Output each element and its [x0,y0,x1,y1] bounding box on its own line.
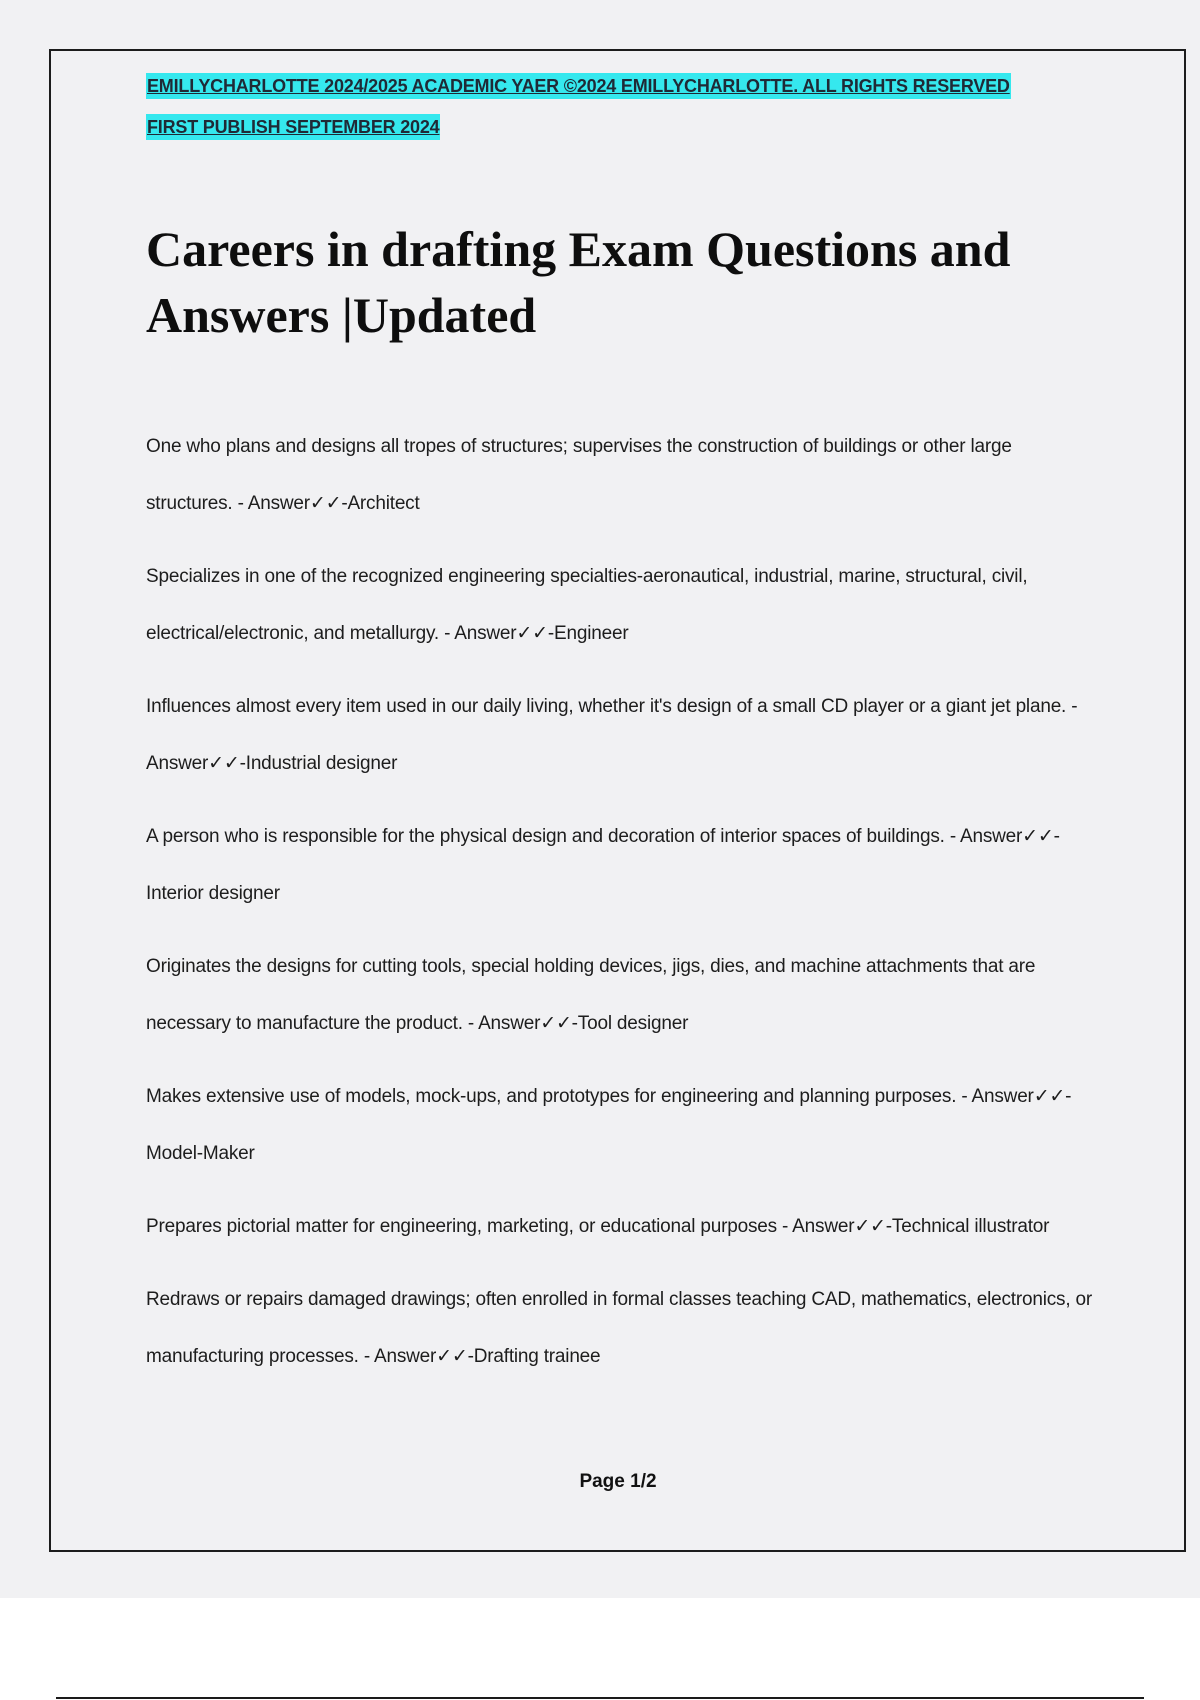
qa-item [146,938,1092,1052]
qa-item [146,548,1092,662]
qa-item [146,418,1092,532]
qa-item [146,678,1092,792]
qa-item [146,808,1092,922]
qa-list [146,418,1092,1401]
qa-question: Prepares pictorial matter for engineering, marketing, or educational purposes - Answer✓✓- [146,1216,892,1237]
qa-answer: Drafting trainee [473,1346,601,1367]
qa-question: Redraws or repairs damaged drawings; often enrolled in formal classes teaching CAD, mathematics, electronics, or manufacturing processes. - Answer✓✓- [146,1289,1092,1367]
qa-answer: Tool designer [577,1013,689,1034]
qa-answer: Model-Maker [146,1143,255,1164]
next-page-divider [56,1697,1144,1699]
qa-item [146,1068,1092,1182]
qa-item [146,1198,1092,1255]
page-number: Page 1/2 [579,1471,657,1492]
qa-question: Specializes in one of the recognized engineering specialties-aeronautical, industrial, marine, structural, civil, electrical/electronic, and metallurgy. - Answer✓✓- [146,566,1028,644]
qa-question: Influences almost every item used in our daily living, whether it's design of a small CD player or a giant jet plane. - Answer✓✓- [146,696,1078,774]
qa-question: Originates the designs for cutting tools, special holding devices, jigs, dies, and machine attachments that are necessary to manufacture the product. - Answer✓✓- [146,956,1036,1034]
qa-answer: Industrial designer [245,753,398,774]
qa-answer: Engineer [553,623,629,644]
qa-item [146,1271,1092,1385]
document-title: Careers in drafting Exam Questions and Answers |Updated [146,221,1011,343]
qa-answer: Interior designer [146,883,280,904]
qa-answer: Architect [347,493,420,514]
qa-answer: Technical illustrator [891,1216,1050,1237]
copyright-header: EMILLYCHARLOTTE 2024/2025 ACADEMIC YAER ©2024 EMILLYCHARLOTTE. ALL RIGHTS RESERVED [146,73,1011,99]
qa-question: One who plans and designs all tropes of structures; supervises the construction of buildings or other large structures. - Answer✓✓- [146,436,1012,514]
qa-question: A person who is responsible for the physical design and decoration of interior spaces of buildings. - Answer✓✓- [146,826,1060,847]
qa-question: Makes extensive use of models, mock-ups, and prototypes for engineering and planning purposes. - Answer✓✓- [146,1086,1072,1107]
publish-date-header: FIRST PUBLISH SEPTEMBER 2024 [146,114,440,140]
